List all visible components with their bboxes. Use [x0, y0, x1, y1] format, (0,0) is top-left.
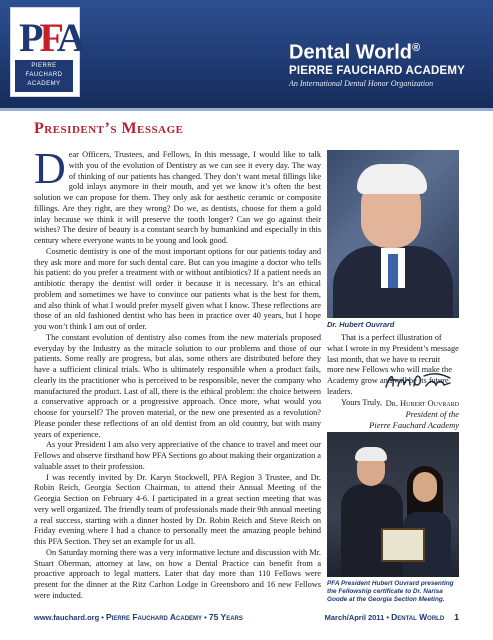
footer-left	[34, 612, 243, 622]
portrait-hair	[357, 164, 427, 194]
article-headline: President’s Message	[34, 120, 184, 137]
closing-salutation: Yours Truly,	[341, 397, 383, 407]
logo-letters: PFA	[19, 15, 82, 60]
footer-right	[325, 612, 459, 622]
publication-tagline: An International Dental Honor Organization	[289, 78, 434, 88]
footer-separator: •	[101, 613, 104, 622]
publication-title: Dental World®	[289, 41, 421, 64]
signature-block	[369, 398, 459, 430]
footer-issue: March/April 2011	[324, 613, 385, 622]
logo-line-3: ACADEMY	[27, 81, 61, 87]
photo-certificate	[381, 528, 425, 562]
masthead	[0, 0, 493, 108]
paragraph-4: As your President I am also very appreciative of the chance to travel and meet our Fellows and observe firsthand how PFA Sections go about making their organization a valuable asset to their profession.	[34, 440, 321, 471]
photo-woman-face	[413, 472, 437, 502]
signature-title-line-2: Pierre Fauchard Academy	[369, 419, 459, 430]
footer-separator: •	[204, 613, 207, 622]
signature-name: Dr. Hubert Ouvrard	[385, 398, 459, 408]
publication-subtitle: PIERRE FAUCHARD ACADEMY	[289, 64, 466, 77]
paragraph-3: The constant evolution of dentistry also comes from the new materials proposed everyday by the Industry as the miracle solution to our problems and those of our patients. Some really are progress, but alas, some others are distributed before they have a sufficient clinical trials. Who is ultimately responsible when a product fails, clearly its the practitioner who is perceived to be responsible, never the company who manufactured the product. Last of all, there is the ethical problem: the choice between a conservative approach or a progressive approach. Once more, what would you choose for yourself? The proven material, or the new one presented as a revolution? Please ponder these reflections of an old dentist from an old country, but with many years of experience.	[34, 332, 321, 439]
logo-line-2: FAUCHARD	[25, 72, 63, 78]
signature-title-line-1: President of the	[405, 408, 459, 419]
footer-separator: •	[386, 613, 389, 622]
president-portrait	[327, 150, 459, 318]
photo-man-hair	[355, 447, 387, 461]
footer-url: www.fauchard.org	[34, 613, 100, 622]
footer-org: Pierre Fauchard Academy	[105, 612, 203, 622]
portrait-tie	[388, 254, 398, 288]
presentation-caption: PFA President Hubert Ouvrard presenting the Fellowship certificate to Dr. Narisa Goode at the Georgia Section Meeting.	[327, 580, 454, 603]
drop-cap: D	[34, 144, 66, 193]
masthead-title-block	[289, 37, 479, 90]
handwritten-signature	[384, 370, 454, 392]
registered-mark: ®	[411, 42, 421, 54]
paragraph-2: Cosmetic dentistry is one of the most important options for our patients today and they ask more and more for such dental care. But can you imagine a doctor who tells his patient: do you prefer a treatment with or without antibiotics? If a patient needs an antibiotic therapy the dentist will order it because it is necessary. It’s an ethical problem and sometimes we have to convince our patients what is the best for them, and also think of what I would prefer myself given what I know. These reflections are those of an old fashioned dentist who has been in practice over 40 years, but I hope you won’t think I am out of order.	[34, 246, 321, 331]
paragraph-5: I was recently invited by Dr. Karyn Stockwell, PFA Region 3 Trustee, and Dr. Robin Reich, Georgia Section Chairman, to attend their Annual Meeting of the Georgia Section on February 4-6. I participated in a great section meeting that was very well organized. The friendly team of professionals made their 9th annual meeting a real success, starting with a dinner hosted by Dr. Robin Reich and Steve Reich on Friday evening where I had a chance to personally meet the amazing people behind this PFA Section. They set an example for us all.	[34, 472, 321, 546]
footer-publication: Dental World	[391, 612, 445, 622]
page-number: 1	[454, 612, 459, 622]
paragraph-6: On Saturday morning there was a very informative lecture and discussion with Mr. Stuart Oberman, attorney at law, on how a Dental Practice can benefit from a proactive approach to legal matters. Later that day more than 110 Fellows were present for the dinner at the Ritz Carlton Lodge in Greensboro and 16 new Fellows were inducted.	[34, 547, 321, 600]
masthead-rule	[0, 108, 493, 111]
paragraph-1: Dear Officers, Trustees, and Fellows, In this message, I would like to talk with you of the evolution of Dentistry as we can see it every day. The way of thinking of our patients has changed. They don’t want metal fillings like gold inlays anymore in their mouth, and yet we know it’s often the best solution we can propose for them. They only ask for aesthetic ceramic or composite fillings. Are they right, are they wrong? Do we, as dentists, choose for them a gold inlay because we think it will preserve the tooth longer? Can we go against their wishes? The desire of beauty is a constant search by humankind and especially in this century where everyone wants to be young and look good.	[34, 144, 321, 245]
certificate-presentation-photo	[327, 432, 459, 577]
logo-name-band	[15, 60, 73, 92]
portrait-caption: Dr. Hubert Ouvrard	[327, 320, 395, 329]
article-body	[34, 144, 321, 602]
logo-line-1: PIERRE	[31, 63, 57, 69]
pfa-logo	[10, 7, 80, 97]
closing-paragraph: That is a perfect illustration of what I wrote in my President’s message last month, that we have to recruit more new Fellows who will make the Academy grow and will be its future leaders.	[327, 333, 459, 396]
footer-years: 75 Years	[208, 612, 243, 622]
